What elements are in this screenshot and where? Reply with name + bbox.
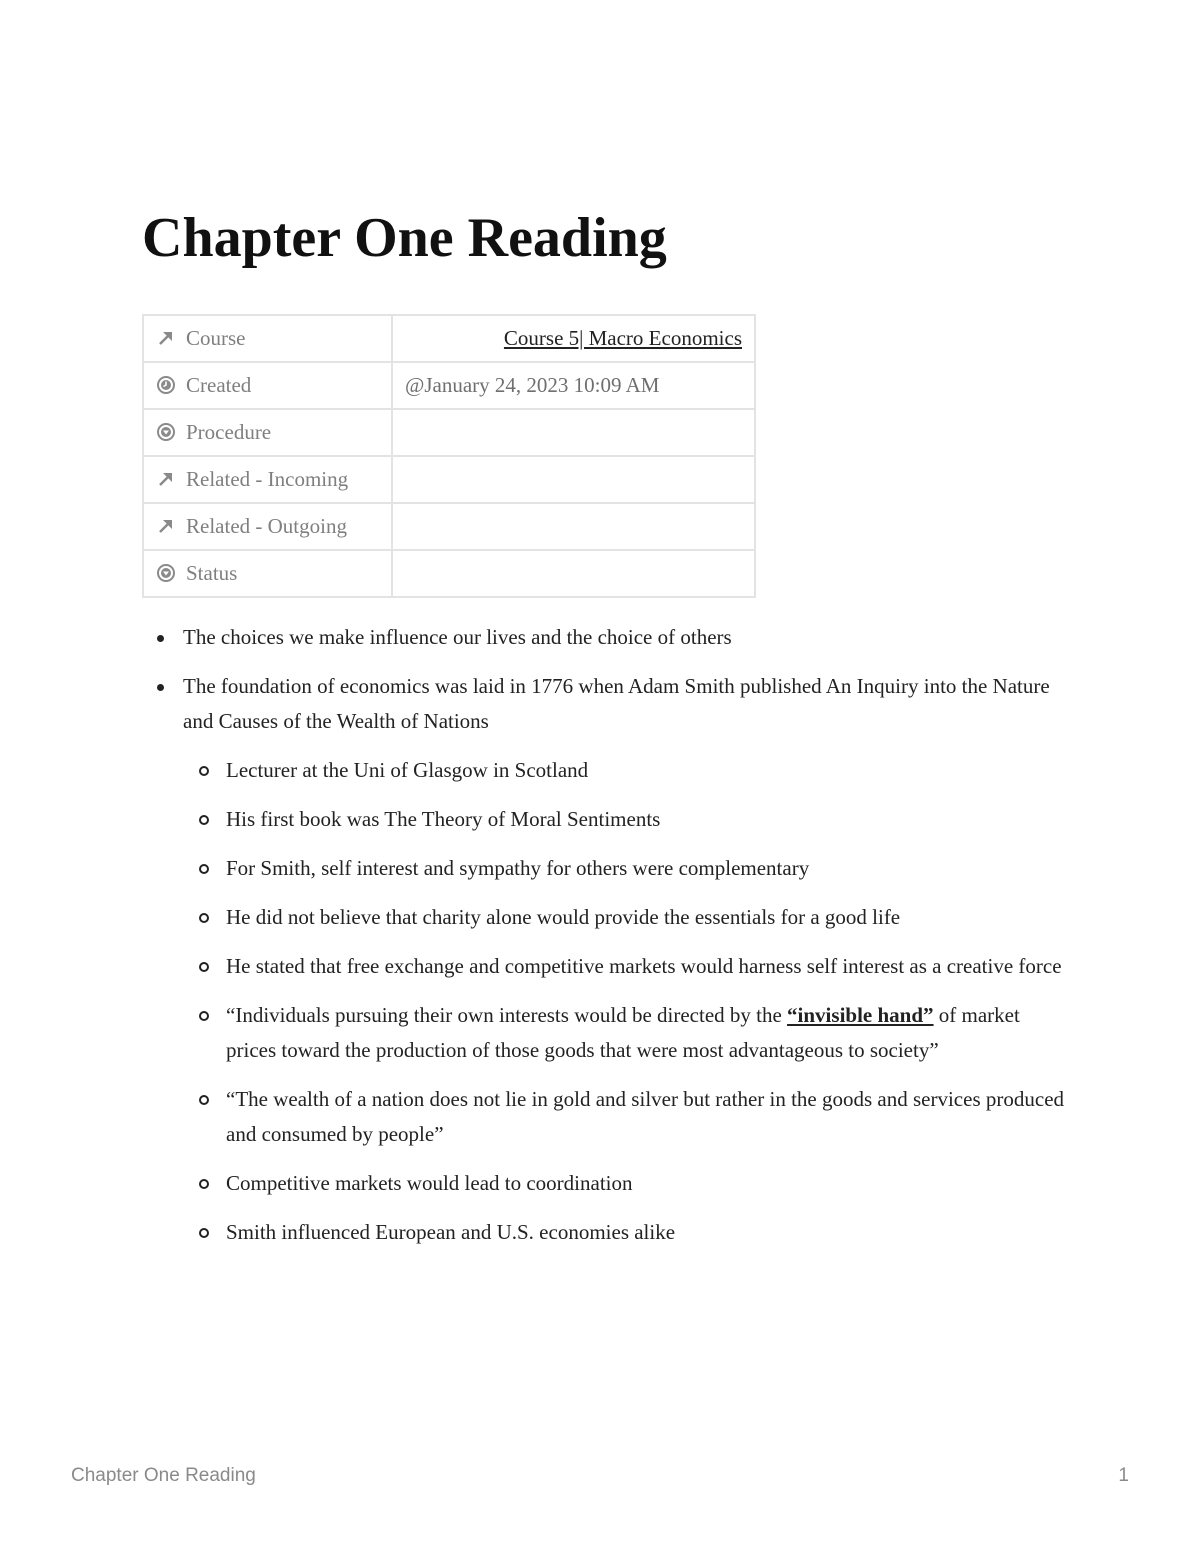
select-icon	[156, 422, 176, 442]
bullet-text: The choices we make influence our lives and the choice of others	[183, 625, 732, 649]
page-number: 1	[1118, 1465, 1129, 1486]
sub-bullet-list	[183, 753, 1072, 1250]
property-label: Related - Outgoing	[186, 514, 347, 538]
property-label: Procedure	[186, 420, 272, 444]
property-row-created	[143, 362, 755, 409]
arrow-up-right-icon	[156, 516, 176, 536]
sub-bullet-text: For Smith, self interest and sympathy for others were complementary	[226, 856, 810, 880]
sub-list-item	[183, 1215, 1072, 1250]
properties-table	[142, 314, 756, 598]
property-value-status[interactable]	[392, 550, 755, 597]
arrow-up-right-icon	[156, 328, 176, 348]
sub-list-item	[183, 753, 1072, 788]
sub-list-item	[183, 998, 1072, 1068]
property-key-related-outgoing	[143, 503, 392, 550]
sub-list-item	[183, 949, 1072, 984]
list-item	[142, 669, 1072, 1250]
sub-bullet-text: His first book was The Theory of Moral Sentiments	[226, 807, 661, 831]
property-value-related-incoming[interactable]	[392, 456, 755, 503]
property-row-status	[143, 550, 755, 597]
property-value-related-outgoing[interactable]	[392, 503, 755, 550]
sub-bullet-text: Lecturer at the Uni of Glasgow in Scotland	[226, 758, 589, 782]
quote-after: of market prices toward the production of those goods that were most advantageous to society”	[226, 1003, 1020, 1062]
sub-bullet-text: “The wealth of a nation does not lie in gold and silver but rather in the goods and services produced and consumed by people”	[226, 1087, 1065, 1146]
sub-list-item	[183, 900, 1072, 935]
sub-bullet-text: Competitive markets would lead to coordination	[226, 1171, 633, 1195]
property-row-procedure	[143, 409, 755, 456]
property-key-created	[143, 362, 392, 409]
invisible-hand-emphasis: “invisible hand”	[787, 1003, 934, 1027]
property-label: Related - Incoming	[186, 467, 349, 491]
sub-list-item	[183, 1082, 1072, 1152]
clock-icon	[156, 375, 176, 395]
property-key-related-incoming	[143, 456, 392, 503]
property-value-procedure[interactable]	[392, 409, 755, 456]
course-link[interactable]: Course 5| Macro Economics	[503, 326, 742, 350]
property-label: Created	[186, 373, 252, 397]
bullet-list	[142, 620, 1072, 1250]
sub-list-item	[183, 1166, 1072, 1201]
quote-before: “Individuals pursuing their own interests would be directed by the	[226, 1003, 788, 1027]
property-key-course	[143, 315, 392, 362]
list-item	[142, 620, 1072, 655]
property-value-created: @January 24, 2023 10:09 AM	[392, 362, 755, 409]
footer-title: Chapter One Reading	[71, 1465, 256, 1486]
property-key-status	[143, 550, 392, 597]
page-title: Chapter One Reading	[142, 207, 667, 269]
property-label: Course	[186, 326, 246, 350]
property-value-course	[392, 315, 755, 362]
sub-bullet-text: He did not believe that charity alone would provide the essentials for a good life	[226, 905, 901, 929]
sub-list-item	[183, 802, 1072, 837]
notes-content	[142, 620, 1072, 1264]
bullet-text: The foundation of economics was laid in 1776 when Adam Smith published An Inquiry into the Nature and Causes of the Wealth of Nations	[183, 674, 1050, 733]
arrow-up-right-icon	[156, 469, 176, 489]
sub-bullet-text: Smith influenced European and U.S. economies alike	[226, 1220, 676, 1244]
property-row-related-outgoing	[143, 503, 755, 550]
select-icon	[156, 563, 176, 583]
sub-bullet-text: He stated that free exchange and competitive markets would harness self interest as a creative force	[226, 954, 1062, 978]
property-row-course	[143, 315, 755, 362]
property-row-related-incoming	[143, 456, 755, 503]
property-label: Status	[186, 561, 238, 585]
sub-list-item	[183, 851, 1072, 886]
property-key-procedure	[143, 409, 392, 456]
